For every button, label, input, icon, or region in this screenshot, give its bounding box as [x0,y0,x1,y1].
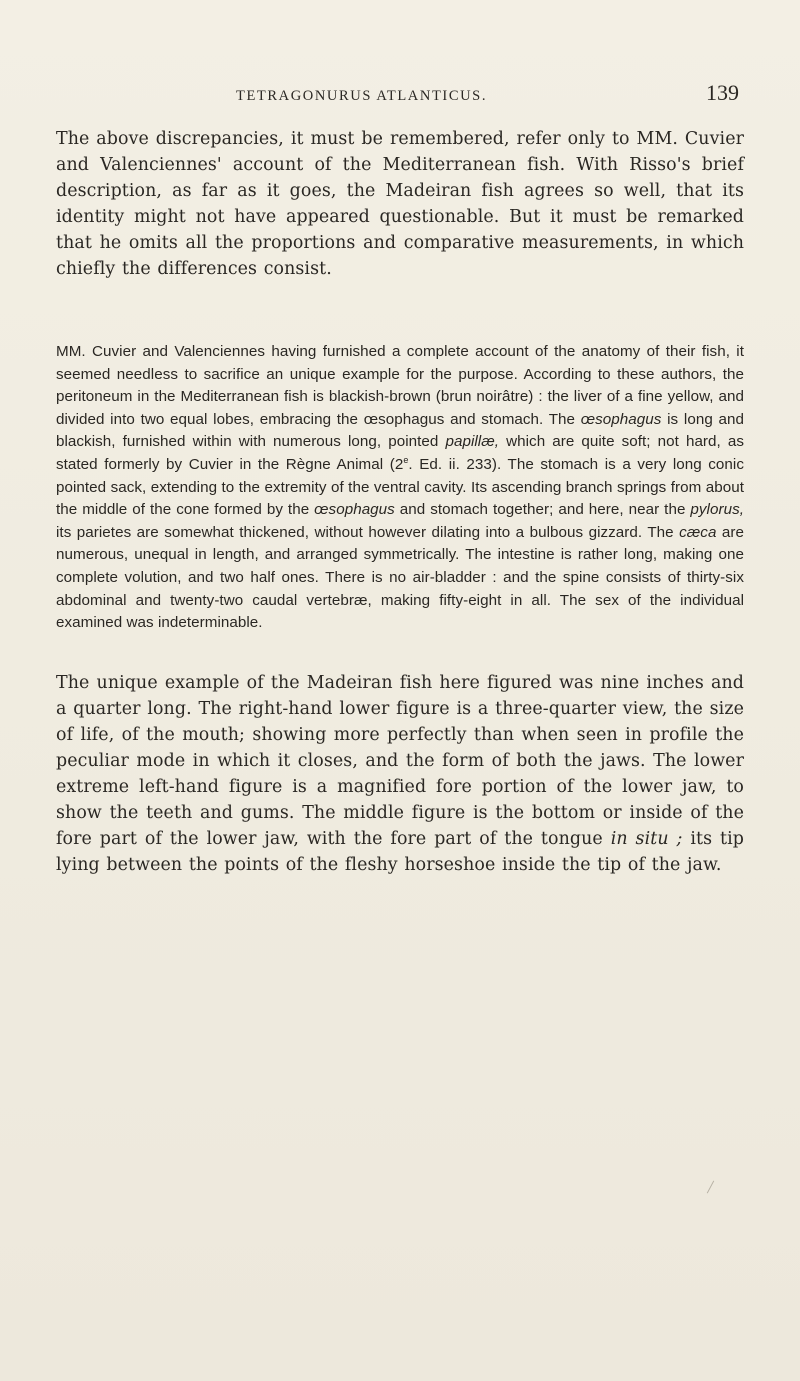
italic-term: pylorus, [690,501,745,519]
text-run: is long and blackish, furnished within with numerous long, pointed [56,410,745,451]
running-head: TETRAGONURUS ATLANTICUS. [236,88,488,104]
text-run: its tip lying between the points of the fleshy horseshoe inside the tip of the jaw. [56,829,744,875]
text-run: The unique example of the Madeiran fish here figured was nine inches and a quarter long. The right-hand lower figure is a three-quarter view, the size of life, of the mouth; showing more perfectly than when seen in profile the peculiar mode in which it closes, and the form of both the jaws. The lower extreme left-hand figure is a magnified fore portion of the lower jaw, to show the teeth and gums. The middle figure is the bottom or inside of the fore part of the lower jaw, with the fore part of the tongue [56,673,744,849]
text-run: its parietes are somewhat thickened, without however dilating into a bulbous gizzard. The [56,523,680,541]
text-run: are numerous, unequal in length, and arranged symmetrically. The intestine is rather long, making one complete volution, and two half ones. There is no air-bladder : and the spine consists of thirty-six abdominal and twenty-two caudal vertebræ, making fifty-eight in all. The sex of the individual examined was indeterminable. [56,523,744,632]
text-run: and stomach together; and here, near the [394,501,691,519]
paragraph-discrepancies: The above discrepancies, it must be remembered, refer only to MM. Cuvier and Valenciennes' account of the Mediterranean fish. With Risso's brief description, as far as it goes, the Madeiran fish agrees so well, that its identity might not have appeared questionable. But it must be remarked that he omits all the proportions and comparative measurements, in which chiefly the differences consist. [56,129,744,279]
italic-term: in situ ; [610,829,683,849]
text-run: MM. Cuvier and Valenciennes having furnished a complete account of the anatomy of their fish, it seemed needless to sacrifice an unique example for the purpose. According to these authors, the peritoneum in the Mediterranean fish is blackish-brown (brun noirâtre) : the liver of a fine yellow, and divided into two equal lobes, embracing the œsophagus and stomach. The [56,343,744,428]
paragraph-figure-description [56,670,744,878]
pencil-mark [707,1181,714,1194]
superscript: e [403,454,409,465]
text-run: . Ed. ii. 233). The stomach is a very long conic pointed sack, extending to the extremity of the ventral cavity. Its ascending branch springs from about the middle of the cone formed by the [56,455,744,519]
italic-term: œsophagus [314,501,395,519]
paragraph-anatomy [56,341,744,635]
page-number: 139 [706,80,739,105]
italic-term: cæca [679,523,717,541]
italic-term: papillæ, [445,433,500,451]
italic-term: œsophagus [580,410,662,428]
text-run: which are quite soft; not hard, as stated formerly by Cuvier in the Règne Animal (2 [56,433,744,473]
